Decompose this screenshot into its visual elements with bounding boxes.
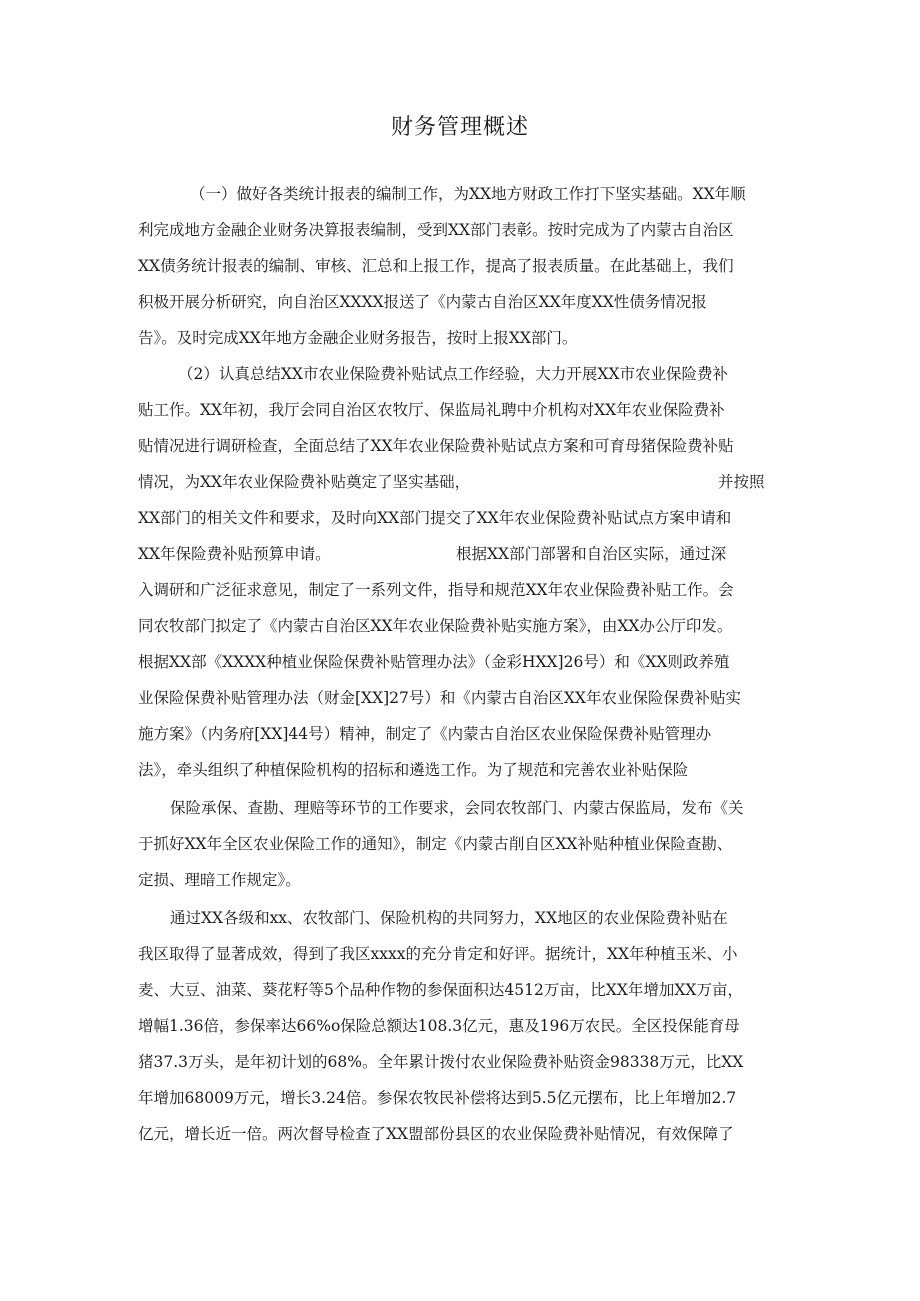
document-title: 财务管理概述 [390, 115, 529, 140]
paragraph-line: 法》，牵头组织了种植保险机构的招标和遴选工作。为了规范和完善农业补贴保险 [138, 761, 689, 779]
paragraph-line: 贴工作。XX年初，我厅会同自治区农牧厅、保监局礼聘中介机构对XX年农业保险费补 [138, 401, 725, 419]
paragraph-line: （一）做好各类统计报表的编制工作，为XX地方财政工作打下坚实基础。XX年顺 [190, 185, 746, 203]
paragraph-line: XX部门的相关文件和要求，及时向XX部门提交了XX年农业保险费补贴试点方案申请和 [138, 509, 732, 527]
paragraph-line: 情况，为XX年农业保险费补贴奠定了坚实基础， [138, 473, 471, 491]
paragraph-line: 保险承保、查勘、理赔等环节的工作要求，会同农牧部门、内蒙古保监局，发布《关 [170, 799, 744, 817]
paragraph-line: 施方案》（内务府[XX]44号）精神，制定了《内蒙古自治区农业保险保费补贴管理办 [138, 725, 712, 743]
paragraph-line: 同农牧部门拟定了《内蒙古自治区XX年农业保险费补贴实施方案》，由XX办公厅印发。 [138, 617, 733, 635]
paragraph-line: 业保险保费补贴管理办法（财金[XX]27号）和《内蒙古自治区XX年农业保险保费补贴实 [138, 689, 741, 707]
paragraph-line: （2）认真总结XX市农业保险费补贴试点工作经验，大力开展XX市农业保险费补 [178, 365, 729, 383]
paragraph-line: 根据XX部门部署和自治区实际，通过深 [456, 545, 727, 563]
paragraph-line: 贴情况进行调研检查，全面总结了XX年农业保险费补贴试点方案和可育母猪保险费补贴 [138, 437, 734, 455]
paragraph-line: 并按照 [718, 473, 765, 491]
paragraph-line: 麦、大豆、油菜、葵花籽等5个品种作物的参保面积达4512万亩，比XX年增加XX万亩， [138, 981, 743, 999]
paragraph-line: 通过XX各级和xx、农牧部门、保险机构的共同努力，XX地区的农业保险费补贴在 [170, 909, 728, 927]
paragraph-line: 年增加68009万元，增长3.24倍。参保农牧民补偿将达到5.5亿元摆布，比上年增加2.7 [138, 1089, 737, 1107]
paragraph-line: 增幅1.36倍，参保率达66%o保险总额达108.3亿元，惠及196万农民。全区投保能育母 [138, 1017, 740, 1035]
paragraph-line: 猪37.3万头，是年初计划的68%。全年累计拨付农业保险费补贴资金98338万元，比XX [138, 1053, 744, 1071]
paragraph-line: 于抓好XX年全区农业保险工作的通知》，制定《内蒙古削自区XX补贴种植业保险查勘、 [138, 835, 733, 853]
paragraph-line: 告》。及时完成XX年地方金融企业财务报告，按时上报XX部门。 [138, 329, 578, 347]
paragraph-line: 定损、理暗工作规定》。 [138, 871, 301, 889]
paragraph-line: 利完成地方金融企业财务决算报表编制，受到XX部门表彰。按时完成为了内蒙古自治区 [138, 221, 734, 239]
paragraph-line: 根据XX部《XXXX种植业保险保费补贴管理办法》（金彩HXX]26号）和《XX则政养殖 [138, 653, 730, 671]
paragraph-line: 我区取得了显著成效，得到了我区xxxx的充分肯定和好评。据统计，XX年种植玉米、小 [138, 945, 738, 963]
paragraph-line: 亿元，增长近一倍。两次督导检查了XX盟部份县区的农业保险费补贴情况，有效保障了 [138, 1125, 734, 1143]
paragraph-line: 积极开展分析研究，向自治区XXXX报送了《内蒙古自治区XX年度XX性债务情况报 [138, 293, 707, 311]
paragraph-line: 入调研和广泛征求意见，制定了一系列文件，指导和规范XX年农业保险费补贴工作。会 [138, 581, 734, 599]
paragraph-line: XX债务统计报表的编制、审核、汇总和上报工作，提高了报表质量。在此基础上，我们 [138, 257, 734, 275]
paragraph-line: XX年保险费补贴预算申请。 [138, 545, 331, 563]
